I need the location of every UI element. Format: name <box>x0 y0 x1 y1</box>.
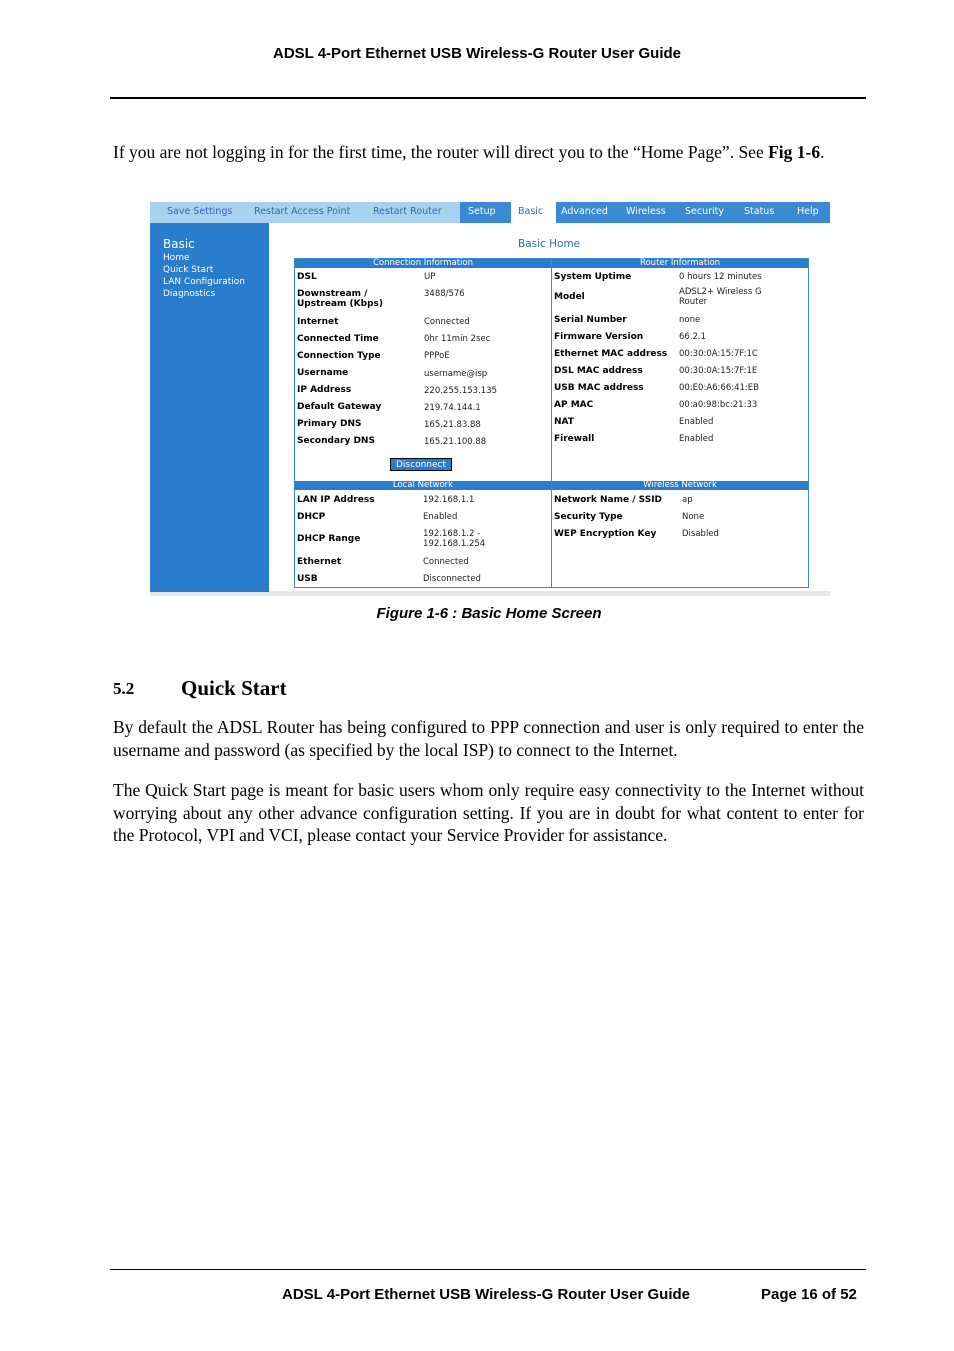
router-label: System Uptime <box>554 272 632 282</box>
wlan-value: Disabled <box>682 529 719 539</box>
local-network-header: Local Network <box>295 481 551 490</box>
footer-title: ADSL 4-Port Ethernet USB Wireless-G Router User Guide <box>282 1286 691 1303</box>
sidebar-item-quick-start[interactable]: Quick Start <box>163 265 214 275</box>
router-label: USB MAC address <box>554 383 644 393</box>
lan-value: Connected <box>423 557 469 567</box>
lan-value: Enabled <box>423 512 458 522</box>
tab-save-settings[interactable]: Save Settings <box>167 206 233 217</box>
router-value: Enabled <box>679 417 714 427</box>
router-value: 00:30:0A:15:7F:1E <box>679 366 758 376</box>
wireless-network-header: Wireless Network <box>552 481 808 490</box>
router-label: NAT <box>554 417 574 427</box>
tab-advanced[interactable]: Advanced <box>561 206 608 217</box>
lan-label: USB <box>297 574 318 584</box>
router-label: AP MAC <box>554 400 594 410</box>
tab-help[interactable]: Help <box>797 206 819 217</box>
connection-information-header: Connection Information <box>295 259 551 268</box>
page-title: Basic Home <box>518 238 581 250</box>
sidebar-title: Basic <box>163 237 195 251</box>
conn-value: Connected <box>424 317 470 327</box>
tab-wireless[interactable]: Wireless <box>626 206 666 217</box>
section-number: 5.2 <box>113 679 135 698</box>
conn-label: Primary DNS <box>297 419 362 429</box>
wlan-label: Security Type <box>554 512 623 522</box>
router-value: 00:a0:98:bc:21:33 <box>679 400 758 410</box>
page-number: Page 16 of 52 <box>761 1286 857 1303</box>
conn-value: 220.255.153.135 <box>424 386 498 396</box>
body-paragraph: The Quick Start page is meant for basic users whom only require easy connectivity to the Internet without worrying about any other advance configuration setting. If you are in doubt for what content to enter for the Protocol, VPI and VCI, please contact your Service Provider for assistance. <box>113 780 864 845</box>
lan-value: Disconnected <box>423 574 481 584</box>
lan-label: LAN IP Address <box>297 495 375 505</box>
wlan-value: ap <box>682 495 693 505</box>
conn-label: Connected Time <box>297 334 379 344</box>
tab-basic[interactable]: Basic <box>518 206 544 217</box>
conn-label: Default Gateway <box>297 402 382 412</box>
conn-value: 219.74.144.1 <box>424 403 481 413</box>
sidebar-item-diagnostics[interactable]: Diagnostics <box>163 289 216 299</box>
conn-value: 165.21.100.88 <box>424 437 487 447</box>
top-navigation-bar <box>150 202 830 223</box>
disconnect-button[interactable]: Disconnect <box>390 458 452 471</box>
conn-value: PPPoE <box>424 351 450 361</box>
lan-value: 192.168.1.2 - 192.168.1.254 <box>423 529 486 549</box>
router-value: 66.2.1 <box>679 332 707 342</box>
router-label: Ethernet MAC address <box>554 349 668 359</box>
lan-label: DHCP <box>297 512 326 522</box>
router-value: 00:30:0A:15:7F:1C <box>679 349 758 359</box>
lan-value: 192.168.1.1 <box>423 495 475 505</box>
conn-label: Internet <box>297 317 339 327</box>
conn-value: username@isp <box>424 369 488 379</box>
conn-value: 3488/576 <box>424 289 465 299</box>
body-paragraph: By default the ADSL Router has being configured to PPP connection and user is only required to enter the username and password (as specified by the local ISP) to connect to the Internet. <box>113 717 864 760</box>
wlan-label: WEP Encryption Key <box>554 529 657 539</box>
sidebar <box>150 223 269 592</box>
figure-reference: Fig 1-6 <box>768 142 821 162</box>
lan-label: DHCP Range <box>297 534 361 544</box>
tab-setup[interactable]: Setup <box>468 206 496 217</box>
wlan-label: Network Name / SSID <box>554 495 663 505</box>
conn-label: DSL <box>297 272 317 282</box>
sidebar-item-lan-configuration[interactable]: LAN Configuration <box>163 277 246 287</box>
sidebar-item-home[interactable]: Home <box>163 253 190 263</box>
router-label: DSL MAC address <box>554 366 643 376</box>
conn-value: UP <box>424 272 436 282</box>
header-rule <box>110 97 866 99</box>
page-header: ADSL 4-Port Ethernet USB Wireless-G Router User Guide <box>272 45 681 62</box>
tab-status[interactable]: Status <box>744 206 775 217</box>
tab-restart-access-point[interactable]: Restart Access Point <box>254 206 351 217</box>
info-panel <box>294 258 809 588</box>
tab-security[interactable]: Security <box>685 206 725 217</box>
router-information-header: Router Information <box>552 259 808 268</box>
router-value: 0 hours 12 minutes <box>679 272 762 282</box>
router-value: Enabled <box>679 434 714 444</box>
basic-home-screenshot <box>150 202 830 596</box>
router-value: ADSL2+ Wireless G Router <box>679 287 762 307</box>
router-label: Serial Number <box>554 315 627 325</box>
router-value: 00:E0:A6:66:41:EB <box>679 383 759 393</box>
conn-value: 0hr 11min 2sec <box>424 334 491 344</box>
lan-label: Ethernet <box>297 557 342 567</box>
router-label: Firmware Version <box>554 332 644 342</box>
intro-paragraph: If you are not logging in for the first time, the router will direct you to the “Home Page”. See Fig 1-6. <box>113 142 825 162</box>
router-value: none <box>679 315 701 325</box>
conn-value: 165.21.83.88 <box>424 420 481 430</box>
conn-label: Connection Type <box>297 351 381 361</box>
conn-label: IP Address <box>297 385 352 395</box>
footer-rule <box>110 1269 866 1270</box>
router-label: Model <box>554 292 585 302</box>
conn-label: Secondary DNS <box>297 436 375 446</box>
wlan-value: None <box>682 512 705 522</box>
router-label: Firewall <box>554 434 595 444</box>
conn-label: Downstream / Upstream (Kbps) <box>297 289 383 309</box>
tab-restart-router[interactable]: Restart Router <box>373 206 442 217</box>
figure-caption: Figure 1-6 : Basic Home Screen <box>376 605 602 622</box>
section-title: Quick Start <box>181 676 287 700</box>
conn-label: Username <box>297 368 349 378</box>
